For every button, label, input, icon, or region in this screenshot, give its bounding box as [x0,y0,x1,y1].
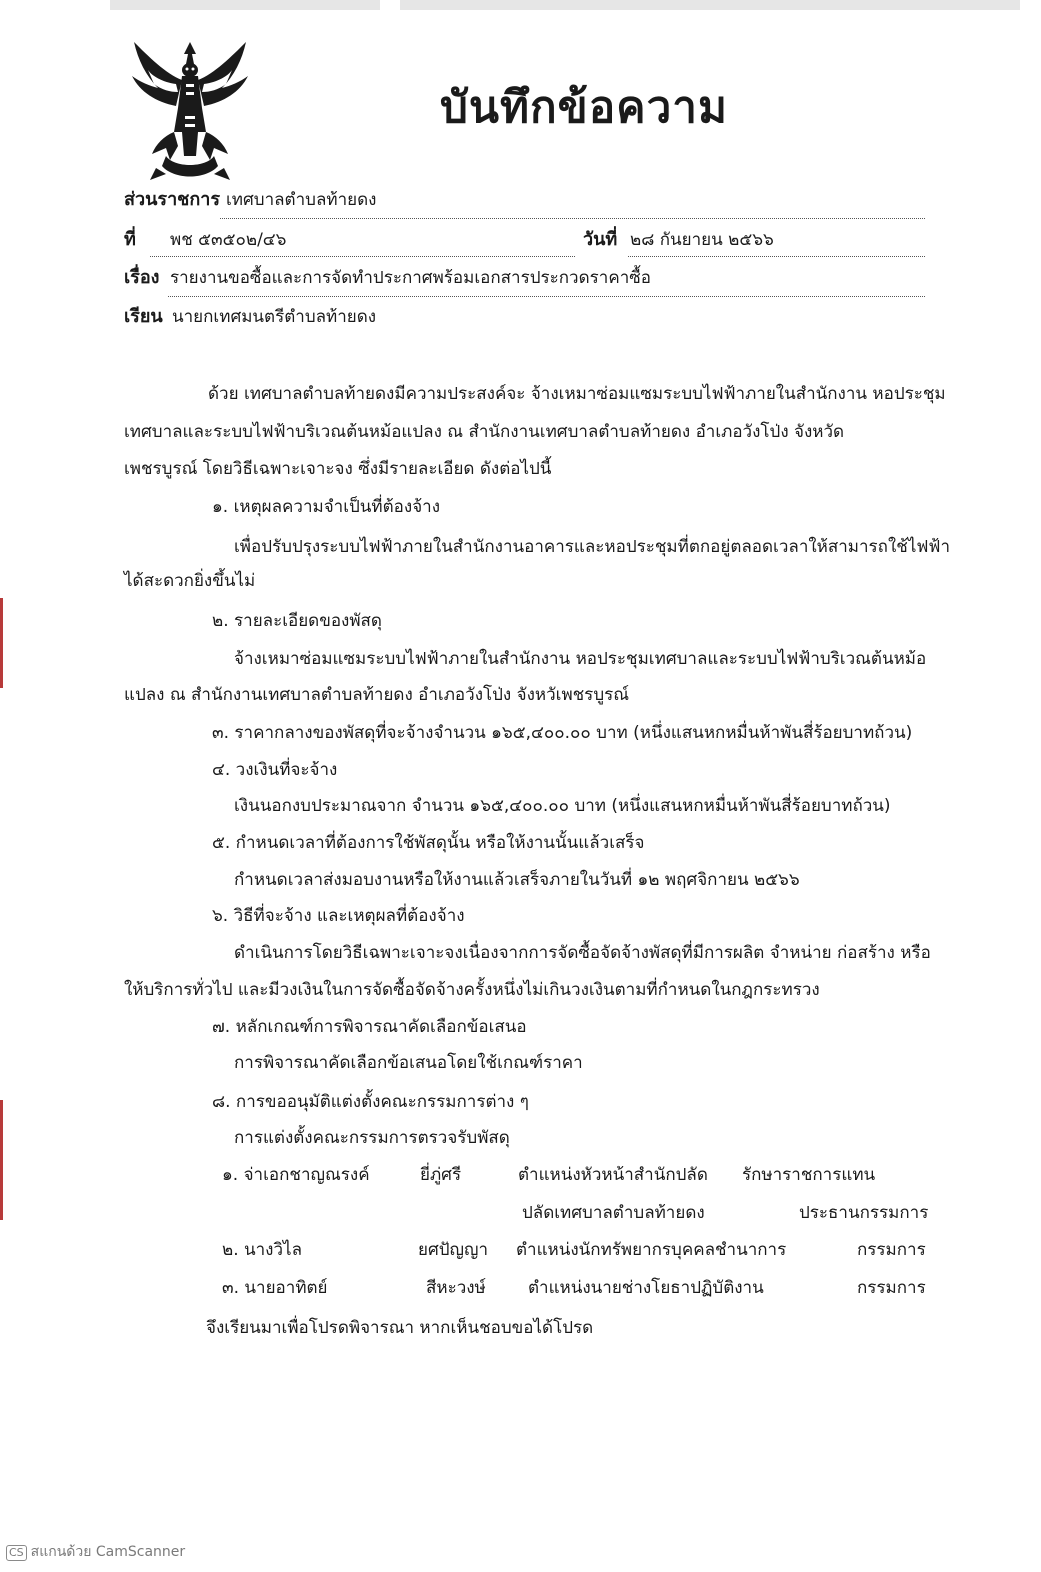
section-text: แปลง ณ สำนักงานเทศบาลตำบลท้ายดง อำเภอวังโป่ง จังหวัเพชรบูรณ์ [124,685,630,705]
section-text: ดำเนินการโดยวิธีเฉพาะเจาะจงเนื่องจากการจัดซื้อจัดจ้างพัสดุที่มีการผลิต จำหน่าย ก่อสร้าง หรือ [234,943,931,963]
committee-name: ๓. นายอาทิตย์ [222,1278,328,1298]
closing-text: จึงเรียนมาเพื่อโปรดพิจารณา หากเห็นชอบขอได้โปรด [206,1318,594,1338]
committee-role: กรรมการ [857,1278,926,1298]
section-heading: ๒. รายละเอียดของพัสดุ [212,611,382,631]
camscanner-logo-icon: CS [6,1545,27,1561]
section-text: จ้างเหมาซ่อมแซมระบบไฟฟ้าภายในสำนักงาน หอประชุมเทศบาลและระบบไฟฟ้าบริเวณต้นหม้อ [234,649,927,669]
subject-underline [168,296,925,297]
intro-line: ด้วย เทศบาลตำบลท้ายดงมีความประสงค์จะ จ้างเหมาซ่อมแซมระบบไฟฟ้าภายในสำนักงาน หอประชุม [208,384,946,404]
ref-value: พช ๕๓๕๐๒/๔๖ [170,230,287,250]
to-label: เรียน [124,306,163,327]
document-title: บันทึกข้อความ [440,82,729,133]
intro-line: เพชรบูรณ์ โดยวิธีเฉพาะเจาะจง ซึ่งมีรายละเอียด ดังต่อไปนี้ [124,459,552,479]
committee-position: ตำแหน่งนายช่างโยธาปฏิบัติงาน [528,1278,764,1298]
committee-role-prefix: รักษาราชการแทน [742,1165,876,1185]
section-heading: ๕. กำหนดเวลาที่ต้องการใช้พัสดุนั้น หรือให้งานนั้นแล้วเสร็จ [212,833,645,853]
committee-surname: ยี่ภู่ศรี [420,1165,462,1185]
committee-name: ๒. นางวิไล [222,1240,302,1260]
section-heading: ๖. วิธีที่จะจ้าง และเหตุผลที่ต้องจ้าง [212,906,465,926]
agency-underline [220,218,925,219]
committee-role: ประธานกรรมการ [799,1203,929,1223]
scan-edge-artifact [400,0,1020,10]
ref-label: ที่ [124,229,136,250]
intro-line: เทศบาลและระบบไฟฟ้าบริเวณต้นหม้อแปลง ณ สำนักงานเทศบาลตำบลท้ายดง อำเภอวังโป่ง จังหวัด [124,422,845,442]
committee-position: ตำแหน่งหัวหน้าสำนักปลัด [518,1165,708,1185]
section-heading: ๗. หลักเกณฑ์การพิจารณาคัดเลือกข้อเสนอ [212,1017,527,1037]
garuda-emblem-icon [126,36,254,182]
committee-position: ตำแหน่งนักทรัพยากรบุคคลชำนาการ [516,1240,787,1260]
camscanner-text: สแกนด้วย CamScanner [30,1544,186,1560]
section-text: การแต่งตั้งคณะกรรมการตรวจรับพัสดุ [234,1128,510,1148]
committee-role: กรรมการ [857,1240,926,1260]
agency-value: เทศบาลตำบลท้ายดง [226,190,377,210]
date-value: ๒๘ กันยายน ๒๕๖๖ [630,230,774,250]
section-heading: ๔. วงเงินที่จะจ้าง [212,760,338,780]
section-text: เงินนอกงบประมาณจาก จำนวน ๑๖๕,๔๐๐.๐๐ บาท (หนึ่งแสนหกหมื่นห้าพันสี่ร้อยบาทถ้วน) [234,796,891,816]
scan-edge-artifact [110,0,380,10]
committee-surname: สีหะวงษ์ [426,1278,486,1298]
section-text: เพื่อปรับปรุงระบบไฟฟ้าภายในสำนักงานอาคารและหอประชุมที่ตกอยู่ตลอดเวลาให้สามารถใช้ไฟฟ้า [234,537,950,557]
subject-label: เรื่อง [124,267,160,288]
agency-label: ส่วนราชการ [124,189,221,210]
section-text: ให้บริการทั่วไป และมีวงเงินในการจัดซื้อจัดจ้างครั้งหนึ่งไม่เกินวงเงินตามที่กำหนดในกฎกระทรวง [124,980,820,1000]
section-heading: ๓. ราคากลางของพัสดุที่จะจ้างจำนวน ๑๖๕,๔๐๐.๐๐ บาท (หนึ่งแสนหกหมื่นห้าพันสี่ร้อยบาทถ้วน) [212,723,913,743]
section-text: ได้สะดวกยิ่งขึ้นไม่ [124,571,256,591]
committee-surname: ยศปัญญา [418,1240,489,1260]
committee-position-cont: ปลัดเทศบาลตำบลท้ายดง [522,1203,705,1223]
section-heading: ๘. การขออนุมัติแต่งตั้งคณะกรรมการต่าง ๆ [212,1092,529,1112]
committee-name: ๑. จ่าเอกชาญณรงค์ [222,1165,370,1185]
date-label: วันที่ [583,229,618,250]
section-text: กำหนดเวลาส่งมอบงานหรือให้งานแล้วเสร็จภายในวันที่ ๑๒ พฤศจิกายน ๒๕๖๖ [234,870,800,890]
section-heading: ๑. เหตุผลความจำเป็นที่ต้องจ้าง [212,497,440,517]
scan-side-mark [0,598,3,688]
date-underline [628,256,925,257]
to-value: นายกเทศมนตรีตำบลท้ายดง [172,307,377,327]
subject-value: รายงานขอซื้อและการจัดทำประกาศพร้อมเอกสารประกวดราคาซื้อ [170,268,651,288]
ref-underline [150,256,575,257]
scan-side-mark [0,1100,3,1220]
section-text: การพิจารณาคัดเลือกข้อเสนอโดยใช้เกณฑ์ราคา [234,1053,583,1073]
camscanner-watermark [6,1541,185,1563]
